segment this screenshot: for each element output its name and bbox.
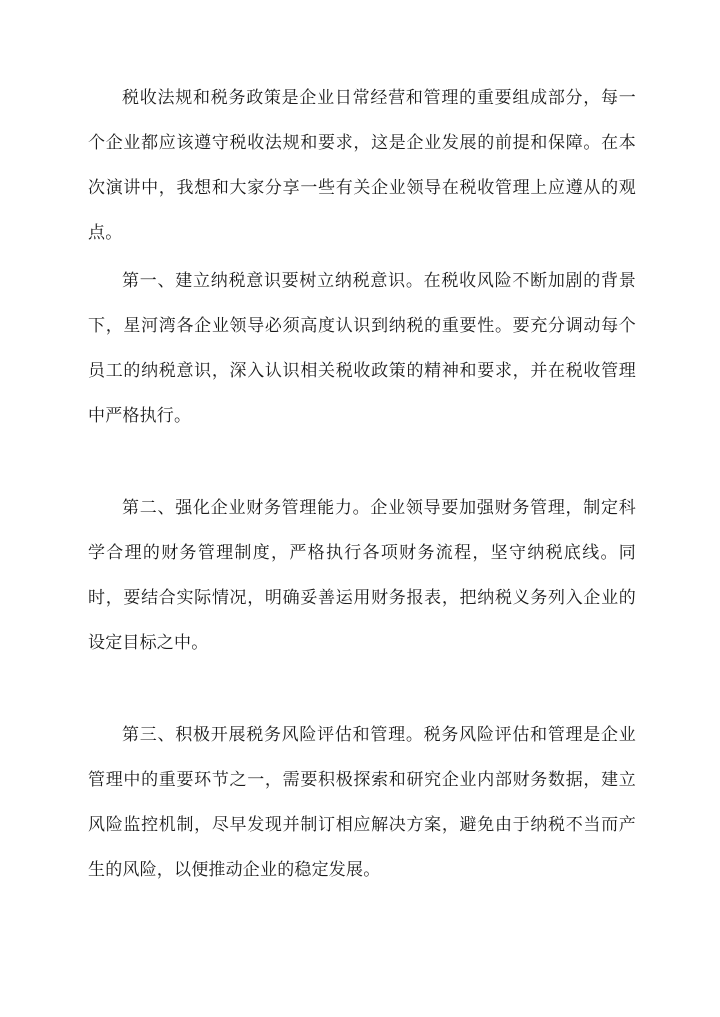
paragraph-intro: 税收法规和税务政策是企业日常经营和管理的重要组成部分，每一个企业都应该遵守税收法规和要求，这是企业发展的前提和保障。在本次演讲中，我想和大家分享一些有关企业领导在税收管理上应遵从的观点。 — [88, 88, 636, 243]
paragraph-point-two: 第二、强化企业财务管理能力。企业领导要加强财务管理，制定科学合理的财务管理制度，严格执行各项财务流程，坚守纳税底线。同时，要结合实际情况，明确妥善运用财务报表，把纳税义务列入企业的设定目标之中。 — [88, 498, 636, 653]
paragraph-point-three: 第三、积极开展税务风险评估和管理。税务风险评估和管理是企业管理中的重要环节之一，需要积极探索和研究企业内部财务数据，建立风险监控机制，尽早发现并制订相应解决方案，避免由于纳税不当而产生的风险，以便推动企业的稳定发展。 — [88, 725, 636, 880]
paragraph-point-one: 第一、建立纳税意识要树立纳税意识。在税收风险不断加剧的背景下，星河湾各企业领导必须高度认识到纳税的重要性。要充分调动每个员工的纳税意识，深入认识相关税收政策的精神和要求，并在税收管理中严格执行。 — [88, 271, 636, 426]
